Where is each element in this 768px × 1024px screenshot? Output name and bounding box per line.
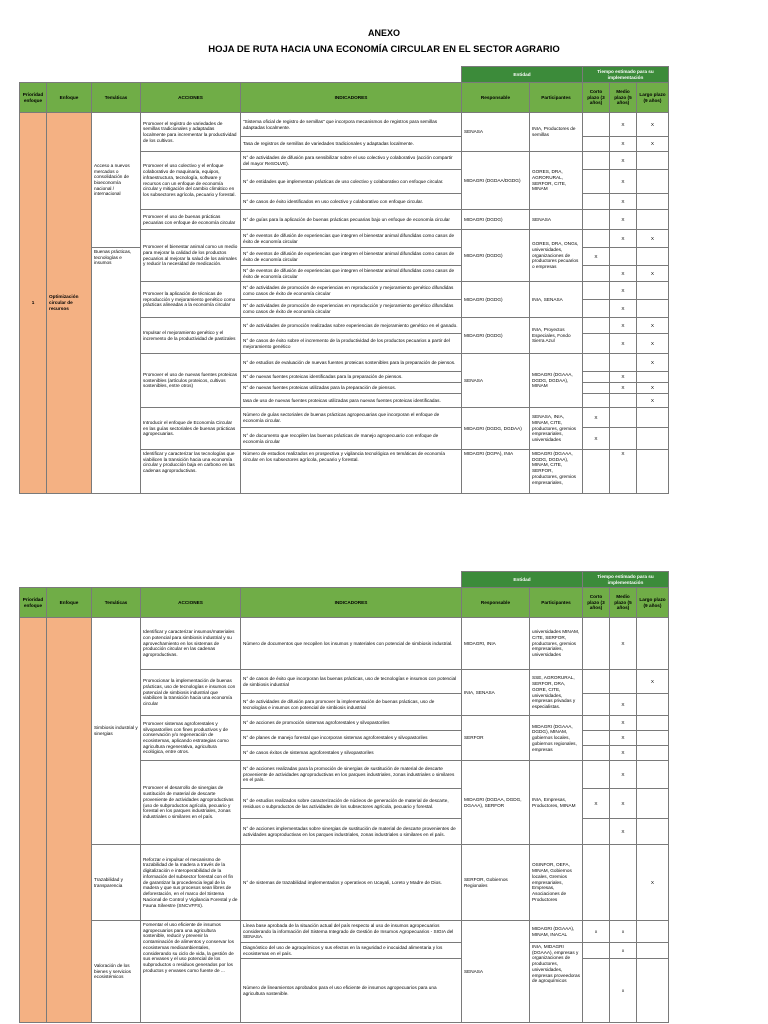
mark-x: X [637,394,669,408]
indicador-cell: Número de estudios realizados en prospectiva y vigilancia tecnológica en temáticas de economía circular en los subsectores agrícola, pecuario y forestal. [241,450,462,494]
responsable-cell: MIDAGRI (DGPA), INIA [462,450,530,494]
mark-x: X [637,318,669,334]
mark-x: X [583,428,610,450]
header-prioridad: Prioridad enfoque [20,83,47,113]
header-enfoque: Enfoque [47,83,92,113]
participantes-cell: INIA, SENASA [530,282,583,318]
header-tematicas: Temáticas [92,588,141,618]
mark-x: X [610,318,637,334]
mark-x: X [610,694,637,716]
accion-cell: Reforzar e impulsar el mecanismo de trazabilidad de la madera a través de la digitalización e interoperabilidad de la información del subsector forestal con el fin de garantizar la procedencia legal de la madera y que sus procesos sean libres de deforestación, en el marco del Sistema Nacional de Control y Vigilancia Forestal y de Fauna Silvestre (SNCVFFS). [141,845,241,921]
participantes-cell: INIA, Empresas, Productores, MINAM [530,761,583,845]
indicador-cell: N° de guías para la aplicación de buenas prácticas pecuarias bajo un enfoque de economía circular [241,210,462,230]
mark-x: X [637,230,669,248]
mark-x: X [610,716,637,731]
header-acciones: ACCIONES [141,588,241,618]
participantes-cell: GORES, DRA, ONGs, universidades, organizaciones de productores pecuarios o empresas [530,230,583,282]
header-participantes: Participantes [530,83,583,113]
tematica-cell: Valoración de los bienes y servicios ecosistémicos [92,921,141,1023]
responsable-cell: SERFOR, Gobiernos Regionales [462,845,530,921]
tematica-cell: Simbiosis industrial y sinergias [92,618,141,845]
indicador-cell: N° de eventos de difusión de experiencias que integren el bienestar animal difundidas como casos de éxito de economía circular [241,248,462,266]
indicador-cell: Diagnóstico del uso de agroquímicos y sus efectos en la seguridad e inocuidad alimentaria y los ecosistemas en el país. [241,943,462,959]
roadmap-table-2 [19,571,669,1023]
doc-subtitle: HOJA DE RUTA HACIA UNA ECONOMÍA CIRCULAR EN EL SECTOR AGRARIO [208,44,560,55]
mark-x: X [637,266,669,282]
accion-cell: Introducir el enfoque de Economía Circular en las guías sectoriales de buenas prácticas agropecuarias. [141,408,241,450]
participantes-cell: MIDAGRI (DGAAA, DGDG, DGDAA), MINAM [530,354,583,408]
indicador-cell: Número de documentos que recopilen los insumos y materiales con potencial de simbiosis industrial. [241,618,462,670]
responsable-cell: MIDAGRI (DGDG) [462,282,530,318]
mark-x: X [610,618,637,670]
accion-cell: Promocionar la implementación de buenas prácticas, uso de tecnologías e insumos con potencial de simbiosis industrial que viabilicen la transición hacia una economía circular [141,670,241,716]
indicador-cell: tasa de uso de nuevas fuentes proteicas utilizadas para nuevas fuentes proteicas identificadas. [241,394,462,408]
mark-x: X [637,845,669,921]
header-corto: Corto plazo (3 años) [583,83,610,113]
indicador-cell: N° de estudios de evaluación de nuevas fuentes proteicas sostenibles para la preparación de piensos. [241,354,462,372]
responsable-cell: MIDAGRI (DGDG) [462,210,530,230]
enfoque-cell: Optimización circular de recursos [47,113,92,494]
mark-x: X [610,334,637,354]
participantes-cell: MIDAGRI (DGAAA), MINAM, INACAL [530,921,583,943]
header-indicadores: INDICADORES [241,588,462,618]
mark-x: X [610,170,637,194]
header-responsable: Responsable [462,588,530,618]
header-tiempo: Tiempo estimado para su implementación [583,572,669,588]
indicador-cell: N° de estudios realizados sobre caracterización de núcleos de generación de material de descarte, residuos o subproductos de las actividades de los subsectores agrícola, pecuario y forestal. [241,789,462,819]
doc-title: ANEXO [367,28,400,38]
tematica-cell: Acceso a nuevos mercados o consolidación de bioeconomía nacional / internacional [92,113,141,248]
header-acciones: ACCIONES [141,83,241,113]
mark-x: X [610,194,637,210]
indicador-cell: N° de casos de éxito que incorporan las buenas prácticas, uso de tecnologías e insumos con potencial de simbiosis industrial [241,670,462,694]
responsable-cell: SERFOR [462,716,530,761]
mark-x: X [610,819,637,845]
indicador-cell: N° de casos de éxito identificados en uso colectivo y colaborativo con enfoque circular. [241,194,462,210]
indicador-cell: Línea base aprobada de la situación actual del país respecto al uso de insumos agropecuarios considerando la información del Sistema Integrado de Gestión de Insumos Agropecuarios - SIGIA del SENASA. [241,921,462,943]
mark-x: X [637,670,669,694]
responsable-cell: MIDAGRI (DGDG) [462,318,530,354]
header-corto: Corto plazo (3 años) [583,588,610,618]
header-enfoque: Enfoque [47,588,92,618]
mark-x: X [637,383,669,394]
mark-x: X [610,300,637,318]
indicador-cell: Número de lineamientos aprobados para el uso eficiente de insumos agropecuarios para una agricultura sostenible. [241,959,462,1023]
accion-cell: Impulsar el mejoramiento genético y el incremento de la productividad de pastizales [141,318,241,354]
mark-x: X [610,761,637,789]
indicador-cell: "Sistema oficial de registro de semillas" que incorpora mecanismos de registros para semillas adaptadas localmente. [241,113,462,137]
indicador-cell: N° de actividades de difusión para promover la implementación de buenas prácticas, uso de tecnologías e insumos con potencial de simbiosis industrial [241,694,462,716]
header-medio: Medio plazo (5 años) [610,83,637,113]
indicador-cell: N° de casos de éxito sobre el incremento de la productividad de los productos pecuarios a partir del mejoramiento genético [241,334,462,354]
mark-x: X [610,372,637,383]
indicador-cell: N° de planes de manejo forestal que incorporan sistemas agroforestales y silvopastoriles [241,731,462,746]
indicador-cell: N° de eventos de difusión de experiencias que integren el bienestar animal difundidas como casos de éxito de economía circular [241,266,462,282]
mark-x: X [610,746,637,761]
mark-x: X [583,789,610,819]
mark-x: X [610,789,637,819]
mark-x: x [610,959,637,1023]
accion-cell: Promover el bienestar animal como un medio para mejorar la calidad de los productos pecuarios al mejorar la salud de los animales y reducir la necesidad de medicación. [141,230,241,282]
mark-x: X [610,383,637,394]
accion-cell: Promover el uso de buenas prácticas pecuarias con enfoque de economía circular [141,210,241,230]
responsable-cell: MIDAGRI, INIA [462,618,530,670]
indicador-cell: N° de entidades que implementan prácticas de uso colectivo y colaborativo con enfoque circular. [241,170,462,194]
mark-x: x [610,943,637,959]
accion-cell: Promover la aplicación de técnicas de reproducción y mejoramiento genético como prácticas alineadas a la economía circular [141,282,241,318]
responsable-cell: MIDAGRI (DGDAA, DGDG, DGAAA), SERFOR [462,761,530,845]
indicador-cell: N° de acciones de promoción sistemas agroforestales y silvopastoriles [241,716,462,731]
accion-cell: Identificar y caracterizar las tecnologías que viabilicen la transición hacia una economía circular y producción baja en carbono en las cadenas agroproductivas. [141,450,241,494]
mark-x: x [583,921,610,943]
responsable-cell: MIDAGRI (DGDG, DGDAA) [462,408,530,450]
mark-x: X [637,334,669,354]
tematica-cell: Buenas prácticas, tecnologías e insumos [92,248,141,494]
participantes-cell: SENASA, INIA, MINAM, CITE, productores, gremios empresariales, universidades [530,408,583,450]
participantes-cell: universidades MINAM, CITE, SERFOR, productores, gremios empresariales, universidades [530,618,583,670]
responsable-cell: SENASA [462,354,530,408]
participantes-cell: GORES, DRA, AGRORURAL, SERFOR, CITE, MINAM [530,152,583,210]
indicador-cell: N° de actividades de promoción de experiencias en reproducción y mejoramiento genético difundidas como casos de éxito de economía circular [241,300,462,318]
header-medio: Medio plazo (5 años) [610,588,637,618]
header-participantes: Participantes [530,588,583,618]
header-largo: Largo plazo (9 años) [637,83,669,113]
header-tematicas: Temáticas [92,83,141,113]
mark-x: X [610,113,637,137]
mark-x: X [610,210,637,230]
participantes-cell: SENASA [530,210,583,230]
participantes-cell: INIA, MIDAGRI (DGAAA), empresas y organizaciones de productores, universidades, empresas proveedoras de agroquímicos [530,943,583,1023]
accion-cell: Promover el desarrollo de sinergias de sustitución de material de descarte proveniente de actividades agroproductivas (uso de subproductos agrícola, pecuario y forestal en los parques industriales, zonas industriales o similares en el país. [141,761,241,845]
accion-cell: Fomentar el uso eficiente de insumos agropecuarios para una agricultura sostenible, reducir y prevenir la contaminación de alimentos y conservar los ecosistemas medioambientales, considerando su ciclo de vida, la gestión de sus envases y el uso potencial de los subproductos o residuos generados por los productos y envases como fuente de ... [141,921,241,1023]
header-largo: Largo plazo (9 años) [637,588,669,618]
roadmap-table-1 [19,66,669,494]
responsable-cell: SENASA [462,113,530,152]
accion-cell: Identificar y caracterizar insumos/materiales con potencial para simbiosis industrial y su aprovechamiento en los sistemas de producción circular en las cadenas agroproductivas. [141,618,241,670]
mark-x: X [583,408,610,428]
indicador-cell: Número de guías sectoriales de buenas prácticas agropecuarias que incorporan el enfoque de economía circular. [241,408,462,428]
participantes-cell: MIDAGRI (DGAAA, DGDG), MINAM, gobiernos locales, gobiernos regionales, empresas [530,716,583,761]
header-prioridad: Prioridad enfoque [20,588,47,618]
participantes-cell: OSINFOR, OEFA, MINAM, Gobiernos locales, Gremios empresariales, Empresas, Asociaciones de Productores [530,845,583,921]
tematica-cell: Trazabilidad y transparencia [92,845,141,921]
responsable-cell: SENASA [462,921,530,1023]
participantes-cell: SSE, AGRORURAL, SERFOR, DRA, GORE, CITE, universidades, empresas privadas y especialistas. [530,670,583,716]
header-responsable: Responsable [462,83,530,113]
mark-x: X [583,248,610,266]
participantes-cell: INIA, Productores de semillas [530,113,583,152]
indicador-cell: N° de acciones implementadas sobre sinergias de sustitución de material de descarte provenientes de actividades agroproductivas en los parques industriales, zonas industriales o similares en el país. [241,819,462,845]
accion-cell: Promover el uso colectivo y el enfoque colaborativo de maquinaria, equipos, infraestructura, tecnología, software y recursos con un enfoque de economía circular y mitigación del cambio climático en los subsectores agrícola, pecuario y forestal. [141,152,241,210]
indicador-cell: N° de actividades de difusión para sensibilizar sobre el uso colectivo y colaborativo (acción compartir del mayor ReSOLVE). [241,152,462,170]
mark-x: X [637,113,669,137]
indicador-cell: N° de actividades de promoción de experiencias en reproducción y mejoramiento genético difundidas como casos de éxito de economía circular [241,282,462,300]
mark-x: X [637,137,669,152]
mark-x: X [610,137,637,152]
indicador-cell: N° de nuevas fuentes proteicas identificadas para la preparación de piensos. [241,372,462,383]
mark-x: X [610,152,637,170]
mark-x: X [610,731,637,746]
responsable-cell: MIDAGRI (DGDAA/DGDG) [462,152,530,210]
header-entidad: Entidad [462,67,583,83]
accion-cell: Promover el registro de variedades de semillas tradicionales y adaptadas localmente para incrementar la productividad de los cultivos. [141,113,241,152]
mark-x: X [610,266,637,282]
mark-x: x [610,921,637,943]
header-entidad: Entidad [462,572,583,588]
indicador-cell: N° de eventos de difusión de experiencias que integren el bienestar animal difundidas como casos de éxito de economía circular [241,230,462,248]
accion-cell: Promover sistemas agroforestales y silvopastoriles con fines productivos y de conservación y/o regeneración de ecosistemas, aplicando estrategias como agricultura regenerativa, agricultura ecológica, entre otros. [141,716,241,761]
accion-cell: Promover el uso de nuevas fuentes proteicas sostenibles (artículos proteicos, cultivos sostenibles, entre otros) [141,354,241,408]
indicador-cell: N° de acciones realizadas para la promoción de sinergias de sustitución de material de descarte proveniente de actividades agroproductivas en los parques industriales, zonas industriales o similares en el país. [241,761,462,789]
indicador-cell: N° de sistemas de trazabilidad implementados y operativos en Ucayali, Loreto y Madre de Dios. [241,845,462,921]
indicador-cell: N° de casos éxitos de sistemas agroforestales y silvopastoriles [241,746,462,761]
header-tiempo: Tiempo estimado para su implementación [583,67,669,83]
mark-x: X [610,450,637,494]
mark-x: X [610,282,637,300]
indicador-cell: N° de documento que recopilen las buenas prácticas de manejo agropecuario con enfoque de economía circular [241,428,462,450]
priority-cell: 1 [20,113,47,494]
participantes-cell: MIDAGRI (DGAAA, DGDG, DGDAA), MINAM, CITE, SERFOR, productores, gremios empresariales, [530,450,583,494]
indicador-cell: Tasa de registros de semillas de variedades tradicionales y adaptadas localmente. [241,137,462,152]
responsable-cell: INIA, SENASA [462,670,530,716]
participantes-cell: INIA, Proyectos Especiales, Fondo Sierra Azul [530,318,583,354]
indicador-cell: N° de nuevas fuentes proteicas utilizadas para la preparación de piensos. [241,383,462,394]
indicador-cell: N° de actividades de promoción realizadas sobre experiencias de mejoramiento genético en el ganado. [241,318,462,334]
responsable-cell: MIDAGRI (DGDG) [462,230,530,282]
header-indicadores: INDICADORES [241,83,462,113]
mark-x: X [637,354,669,372]
mark-x: X [610,230,637,248]
